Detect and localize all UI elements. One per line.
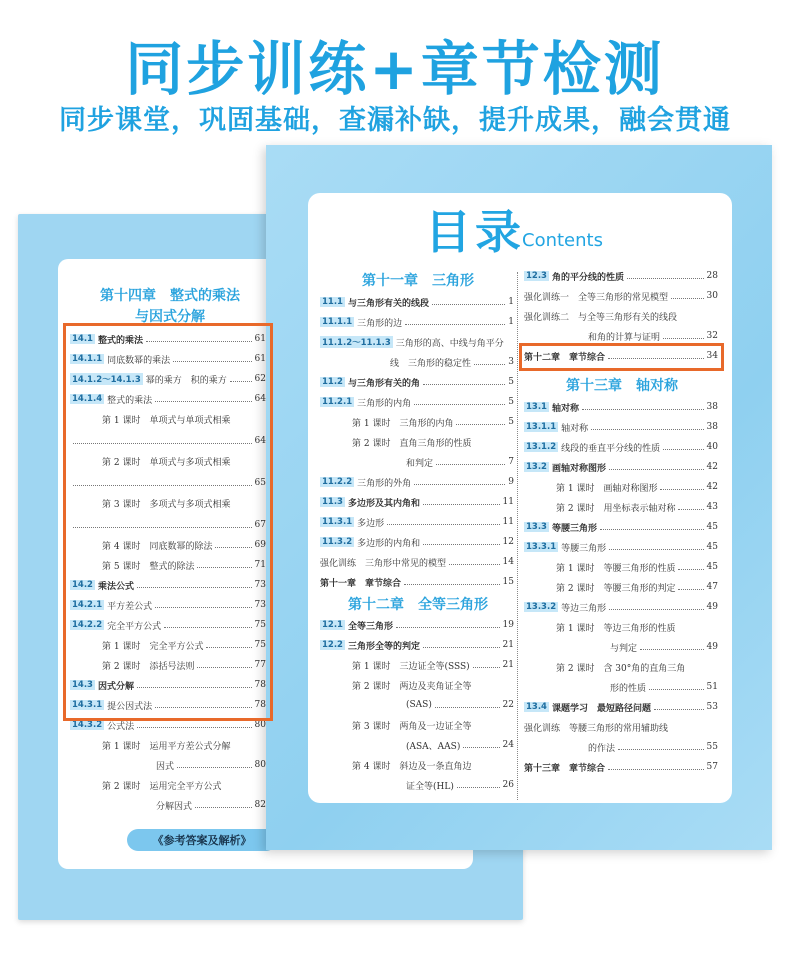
leader-dots	[177, 767, 252, 768]
entry-label: 整式的乘法	[97, 335, 143, 346]
entry-label: 第十二章 章节综合	[524, 352, 606, 363]
section-number: 13.1.1	[526, 422, 557, 432]
entry-label: 第 2 课时 添括号法则	[102, 661, 195, 672]
page-number: 9	[508, 477, 514, 487]
toc-entry	[320, 374, 514, 390]
toc-entry	[320, 574, 514, 590]
section-number: 14.3.2	[72, 720, 103, 730]
headline: 同步训练+章节检测	[125, 35, 665, 103]
page-number: 12	[502, 537, 514, 547]
entry-label: 第 1 课时 完全平方公式	[102, 641, 204, 652]
page-number: 51	[706, 682, 718, 692]
entry-label: 轴对称	[561, 423, 589, 434]
section-number: 13.3.2	[526, 602, 557, 612]
column-divider	[517, 272, 518, 800]
entry-label-continued: (SAS)	[406, 700, 432, 710]
toc-entry	[352, 414, 514, 430]
page-number: 40	[706, 442, 718, 452]
page-number: 5	[508, 417, 514, 427]
page-number: 75	[254, 640, 266, 650]
entry-label: 第 1 课时 等边三角形的性质	[556, 623, 676, 634]
toc-entry-continued	[588, 328, 718, 344]
leader-dots	[195, 807, 252, 808]
leader-dots	[423, 384, 505, 385]
page-number: 65	[254, 478, 266, 488]
page-number: 42	[706, 482, 718, 492]
toc-entry	[524, 459, 718, 475]
entry-label: 第 1 课时 单项式与单项式相乘	[102, 415, 231, 426]
entry-label-continued: 分解因式	[156, 801, 193, 812]
chapter-title: 与因式分解	[135, 309, 205, 325]
entry-label: 多边形的内角和	[357, 538, 421, 549]
leader-dots	[640, 649, 704, 650]
entry-label: 第 5 课时 整式的除法	[102, 561, 195, 572]
leader-dots	[457, 787, 500, 788]
toc-entry	[352, 434, 514, 450]
toc-entry	[320, 494, 514, 510]
section-number: 13.3.1	[526, 542, 557, 552]
page-number: 75	[254, 620, 266, 630]
section-number: 13.3	[526, 522, 547, 532]
section-number: 14.1.4	[72, 394, 103, 404]
entry-label: 第十一章 章节综合	[320, 578, 402, 589]
page-number: 47	[706, 582, 718, 592]
page-number: 57	[706, 762, 718, 772]
entry-label: 幂的乘方 积的乘方	[145, 375, 227, 386]
toc-entry	[556, 659, 718, 675]
entry-label: 整式的乘法	[107, 395, 153, 406]
leader-dots	[671, 298, 704, 299]
toc-entry	[352, 657, 514, 673]
entry-label: 全等三角形	[347, 621, 393, 632]
entry-label: 角的平分线的性质	[551, 272, 624, 283]
toc-entry-continued	[156, 757, 266, 773]
toc-entry-continued	[610, 639, 718, 655]
section-number: 13.1	[526, 402, 547, 412]
leader-dots	[404, 584, 500, 585]
page-number: 21	[502, 660, 514, 670]
entry-label: 三角形的外角	[357, 478, 412, 489]
entry-label: 强化训练二 与全等三角形有关的线段	[524, 312, 678, 323]
toc-entry	[320, 617, 514, 633]
page-number: 11	[502, 517, 514, 527]
leader-dots	[449, 564, 500, 565]
toc-entry	[524, 439, 718, 455]
toc-title-en: Contents	[522, 230, 603, 251]
entry-label: 同底数幂的乘法	[107, 355, 171, 366]
page-number: 67	[254, 520, 266, 530]
page-number: 5	[508, 377, 514, 387]
leader-dots	[654, 709, 704, 710]
leader-dots	[463, 747, 499, 748]
entry-label: 轴对称	[551, 403, 579, 414]
toc-entry	[556, 479, 718, 495]
entry-label: 完全平方公式	[107, 621, 162, 632]
page-number: 38	[706, 422, 718, 432]
leader-dots	[609, 469, 704, 470]
section-number: 13.2	[526, 462, 547, 472]
entry-label: 第 1 课时 三边证全等(SSS)	[352, 661, 470, 672]
section-number: 14.1	[72, 334, 93, 344]
toc-entry	[556, 559, 718, 575]
entry-label: 第 2 课时 单项式与多项式相乘	[102, 457, 231, 468]
entry-label: 因式分解	[97, 681, 134, 692]
leader-dots	[474, 364, 505, 365]
entry-label: 等边三角形	[561, 603, 607, 614]
entry-label: 第 3 课时 两角及一边证全等	[352, 721, 472, 732]
page-number: 64	[254, 436, 266, 446]
leader-dots	[608, 769, 704, 770]
toc-entry	[524, 399, 718, 415]
entry-label: 第 2 课时 等腰三角形的判定	[556, 583, 676, 594]
leader-dots	[627, 278, 704, 279]
entry-label-continued: (ASA、AAS)	[406, 741, 461, 752]
toc-entry	[524, 699, 718, 715]
leader-dots	[405, 324, 505, 325]
page-number: 3	[508, 357, 514, 367]
toc-entry-continued	[156, 797, 266, 813]
chapter-title: 第十三章 轴对称	[566, 378, 678, 394]
entry-label-continued: 和判定	[406, 458, 434, 469]
section-number: 14.1.1	[72, 354, 103, 364]
leader-dots	[423, 647, 500, 648]
toc-entry	[102, 777, 266, 793]
page-number: 42	[706, 462, 718, 472]
entry-label: 乘法公式	[97, 581, 134, 592]
page-number: 82	[254, 800, 266, 810]
section-number: 11.3	[322, 497, 343, 507]
entry-label: 等腰三角形	[551, 523, 597, 534]
page-number: 71	[254, 560, 266, 570]
toc-entry	[524, 539, 718, 555]
page-number: 21	[502, 640, 514, 650]
highlight-box-left	[63, 323, 273, 721]
entry-label: 强化训练 三角形中常见的模型	[320, 558, 447, 569]
entry-label: 第 2 课时 直角三角形的性质	[352, 438, 472, 449]
leader-dots	[582, 409, 704, 410]
page-number: 49	[706, 642, 718, 652]
leader-dots	[423, 544, 499, 545]
page-number: 53	[706, 702, 718, 712]
entry-label-continued: 因式	[156, 761, 175, 772]
toc-entry	[320, 294, 514, 310]
entry-label: 第 1 课时 画轴对称图形	[556, 483, 658, 494]
toc-entry	[524, 268, 718, 284]
page-number: 55	[706, 742, 718, 752]
section-number: 14.2.1	[72, 600, 103, 610]
entry-label-continued: 证全等(HL)	[406, 781, 454, 792]
section-number: 11.1	[322, 297, 343, 307]
page-number: 34	[706, 351, 718, 361]
toc-entry	[524, 419, 718, 435]
page-number: 14	[502, 557, 514, 567]
page-number: 78	[254, 680, 266, 690]
entry-label: 三角形的内角	[357, 398, 412, 409]
toc-entry	[320, 334, 514, 350]
page-number: 30	[706, 291, 718, 301]
leader-dots	[137, 727, 251, 728]
page-number: 7	[508, 457, 514, 467]
section-number: 14.2	[72, 580, 93, 590]
page-number: 28	[706, 271, 718, 281]
toc-entry-continued	[390, 354, 514, 370]
toc-entry	[556, 499, 718, 515]
toc-entry	[320, 474, 514, 490]
entry-label: 与三角形有关的角	[347, 378, 420, 389]
leader-dots	[414, 404, 505, 405]
page-number: 1	[508, 297, 514, 307]
leader-dots	[423, 504, 500, 505]
entry-label: 三角形的边	[357, 318, 403, 329]
page-number: 45	[706, 522, 718, 532]
leader-dots	[618, 749, 704, 750]
entry-label: 第 1 课时 三角形的内角	[352, 418, 454, 429]
toc-entry	[320, 514, 514, 530]
section-number: 14.3.1	[72, 700, 103, 710]
entry-label: 等腰三角形	[561, 543, 607, 554]
page-number: 64	[254, 394, 266, 404]
entry-label: 提公因式法	[107, 701, 153, 712]
entry-label: 强化训练 等腰三角形的常用辅助线	[524, 723, 669, 734]
page-number: 11	[502, 497, 514, 507]
section-number: 12.2	[322, 640, 343, 650]
section-number: 14.3	[72, 680, 93, 690]
toc-entry	[352, 717, 514, 733]
entry-label-continued: 线 三角形的稳定性	[390, 358, 472, 369]
toc-entry-continued	[406, 777, 514, 793]
leader-dots	[600, 529, 704, 530]
section-number: 12.3	[526, 271, 547, 281]
page-number: 15	[502, 577, 514, 587]
leader-dots	[432, 304, 505, 305]
page-number: 80	[254, 720, 266, 730]
leader-dots	[435, 707, 500, 708]
toc-entry	[524, 308, 718, 324]
entry-label: 平方差公式	[107, 601, 153, 612]
toc-entry	[320, 637, 514, 653]
leader-dots	[387, 524, 499, 525]
leader-dots	[609, 549, 703, 550]
toc-entry-continued	[588, 739, 718, 755]
leader-dots	[678, 569, 703, 570]
toc-entry	[320, 534, 514, 550]
leader-dots	[591, 429, 703, 430]
page-number: 78	[254, 700, 266, 710]
section-number: 12.1	[322, 620, 343, 630]
section-number: 11.1.1	[322, 317, 353, 327]
entry-label-continued: 和角的计算与证明	[588, 332, 661, 343]
toc-entry-continued	[610, 679, 718, 695]
toc-title: 目录	[425, 205, 525, 259]
leader-dots	[678, 589, 703, 590]
page-number: 61	[254, 354, 266, 364]
page-number: 45	[706, 542, 718, 552]
section-number: 14.1.2～14.1.3	[72, 375, 141, 385]
entry-label: 多边形及其内角和	[347, 498, 420, 509]
page-number: 62	[254, 374, 266, 384]
section-number: 14.2.2	[72, 620, 103, 630]
entry-label: 第 3 课时 多项式与多项式相乘	[102, 499, 231, 510]
entry-label: 第 1 课时 等腰三角形的性质	[556, 563, 676, 574]
chapter-title: 第十一章 三角形	[362, 273, 474, 289]
entry-label: 第 1 课时 运用平方差公式分解	[102, 741, 231, 752]
page-number: 26	[502, 780, 514, 790]
section-number: 11.3.2	[322, 537, 353, 547]
entry-label: 第十三章 章节综合	[524, 763, 606, 774]
entry-label: 第 4 课时 同底数幂的除法	[102, 541, 213, 552]
entry-label: 第 4 课时 斜边及一条直角边	[352, 761, 472, 772]
page-number: 38	[706, 402, 718, 412]
leader-dots	[396, 627, 500, 628]
section-number: 13.1.2	[526, 442, 557, 452]
entry-label: 线段的垂直平分线的性质	[561, 443, 661, 454]
toc-entry	[352, 677, 514, 693]
toc-entry	[320, 394, 514, 410]
leader-dots	[660, 489, 703, 490]
toc-entry	[320, 554, 514, 570]
leader-dots	[609, 609, 703, 610]
section-number: 11.2.2	[322, 477, 353, 487]
entry-label: 与三角形有关的线段	[347, 298, 429, 309]
entry-label: 公式法	[107, 721, 135, 732]
page-number: 61	[254, 334, 266, 344]
entry-label: 三角形的高、中线与角平分	[395, 338, 504, 349]
page-number: 19	[502, 620, 514, 630]
entry-label: 强化训练一 全等三角形的常见模型	[524, 292, 669, 303]
page-number: 69	[254, 540, 266, 550]
page-number: 32	[706, 331, 718, 341]
page-number: 80	[254, 760, 266, 770]
entry-label: 第 2 课时 运用完全平方公式	[102, 781, 222, 792]
toc-entry	[556, 579, 718, 595]
page-number: 73	[254, 580, 266, 590]
toc-entry-continued	[406, 697, 514, 713]
page-number: 49	[706, 602, 718, 612]
toc-entry	[352, 757, 514, 773]
page-number: 45	[706, 562, 718, 572]
entry-label: 第 2 课时 含 30°角的直角三角	[556, 663, 686, 674]
entry-label-continued: 形的性质	[610, 683, 647, 694]
toc-entry	[320, 314, 514, 330]
page-number: 43	[706, 502, 718, 512]
toc-entry	[524, 519, 718, 535]
leader-dots	[436, 464, 505, 465]
toc-entry	[556, 619, 718, 635]
entry-label-continued: 与判定	[610, 643, 638, 654]
page-number: 77	[254, 660, 266, 670]
toc-entry-continued	[406, 454, 514, 470]
section-number: 11.2	[322, 377, 343, 387]
toc-entry	[524, 599, 718, 615]
entry-label: 多边形	[357, 518, 385, 529]
toc-entry	[524, 288, 718, 304]
leader-dots	[649, 689, 704, 690]
toc-entry	[524, 719, 718, 735]
chapter-title: 第十四章 整式的乘法	[100, 288, 240, 304]
page-number: 1	[508, 317, 514, 327]
page-number: 73	[254, 600, 266, 610]
highlight-box-right	[519, 343, 724, 371]
entry-label: 课题学习 最短路径问题	[551, 703, 651, 714]
subline: 同步课堂，巩固基础，查漏补缺，提升成果，融会贯通	[59, 105, 731, 136]
entry-label: 第 2 课时 用坐标表示轴对称	[556, 503, 676, 514]
section-number: 11.1.2～11.1.3	[322, 338, 391, 348]
toc-entry	[524, 759, 718, 775]
page-number: 5	[508, 397, 514, 407]
answer-pill: 《参考答案及解析》	[127, 829, 277, 851]
leader-dots	[456, 424, 505, 425]
entry-label-continued: 的作法	[588, 743, 616, 754]
entry-label: 第 2 课时 两边及夹角证全等	[352, 681, 472, 692]
leader-dots	[473, 667, 500, 668]
chapter-title: 第十二章 全等三角形	[348, 597, 488, 613]
leader-dots	[414, 484, 505, 485]
section-number: 11.2.1	[322, 397, 353, 407]
page-number: 24	[502, 740, 514, 750]
section-number: 11.3.1	[322, 517, 353, 527]
leader-dots	[678, 509, 703, 510]
toc-entry	[102, 737, 266, 753]
toc-entry-continued	[406, 737, 514, 753]
entry-label: 三角形全等的判定	[347, 641, 420, 652]
section-number: 13.4	[526, 702, 547, 712]
leader-dots	[663, 449, 703, 450]
entry-label: 画轴对称图形	[551, 463, 606, 474]
leader-dots	[663, 338, 704, 339]
page-number: 22	[502, 700, 514, 710]
